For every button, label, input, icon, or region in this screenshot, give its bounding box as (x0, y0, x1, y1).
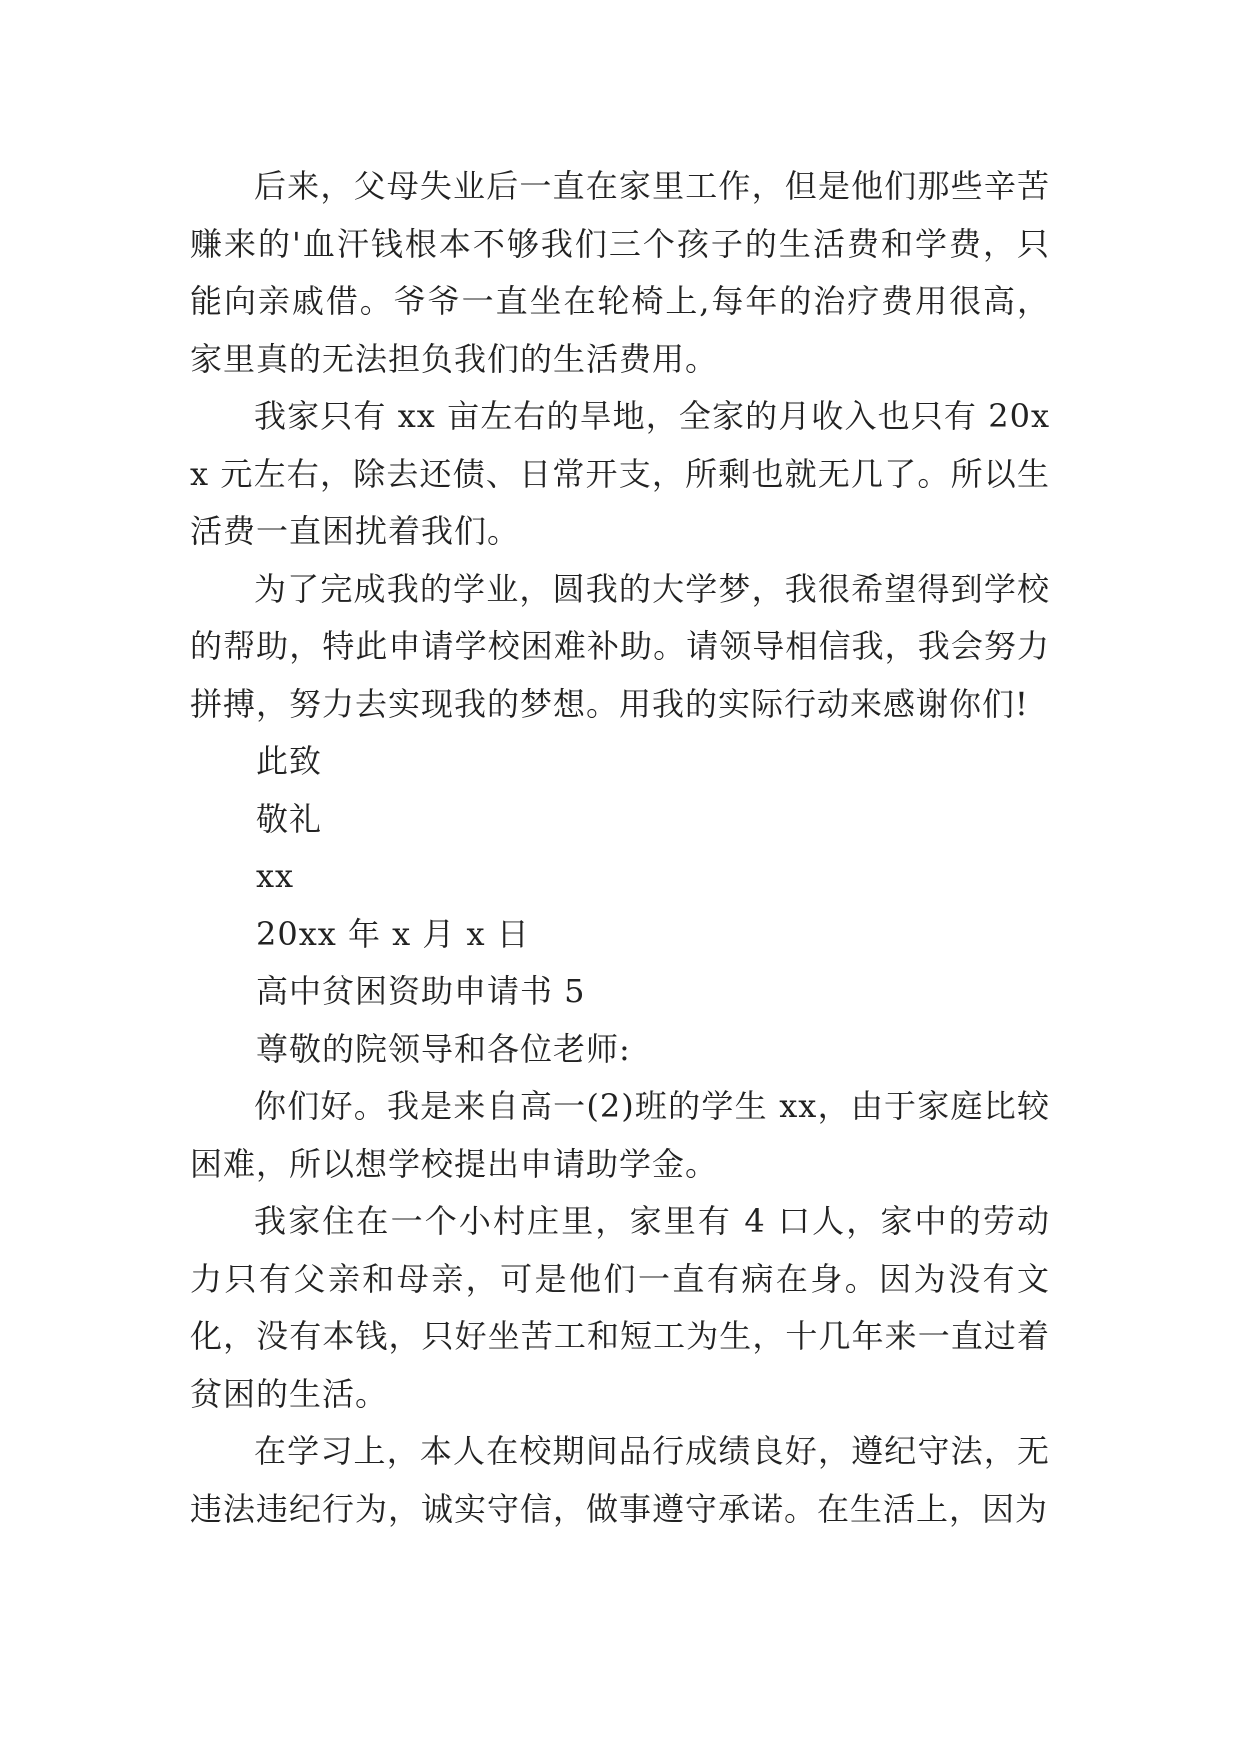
paragraph-family-situation: 我家住在一个小村庄里，家里有 4 口人，家中的劳动力只有父亲和母亲，可是他们一直有病在身。因为没有文化，没有本钱，只好坐苦工和短工为生，十几年来一直过着贫困的生活。 (190, 1202, 1050, 1413)
salute-line: 敬礼 (256, 799, 323, 838)
paragraph-request-help: 为了完成我的学业，圆我的大学梦，我很希望得到学校的帮助，特此申请学校困难补助。请领导相信我，我会努力拼搏，努力去实现我的梦想。用我的实际行动来感谢你们! (190, 569, 1050, 723)
document-body (190, 158, 1050, 1538)
paragraph-study-conduct: 在学习上，本人在校期间品行成绩良好，遵纪守法，无违法违纪行为，诚实守信，做事遵守承诺。在生活上，因为 (190, 1432, 1050, 1528)
paragraph-family-income: 我家只有 xx 亩左右的旱地，全家的月收入也只有 20xx 元左右，除去还债、日常开支，所剩也就无几了。所以生活费一直困扰着我们。 (190, 397, 1050, 550)
closing-line: 此致 (256, 742, 323, 780)
section-title: 高中贫困资助申请书 5 (256, 972, 586, 1010)
date-line: 20xx 年 x 月 x 日 (256, 914, 530, 953)
paragraph-introduction: 你们好。我是来自高一(2)班的学生 xx，由于家庭比较困难，所以想学校提出申请助学金。 (190, 1087, 1050, 1183)
paragraph-parents-unemployed: 后来，父母失业后一直在家里工作，但是他们那些辛苦赚来的'血汗钱根本不够我们三个孩子的生活费和学费，只能向亲戚借。爷爷一直坐在轮椅上,每年的治疗费用很高，家里真的无法担负我们的生活费用。 (190, 167, 1050, 378)
greeting-line: 尊敬的院领导和各位老师: (256, 1029, 631, 1068)
signature-line: xx (256, 857, 295, 895)
